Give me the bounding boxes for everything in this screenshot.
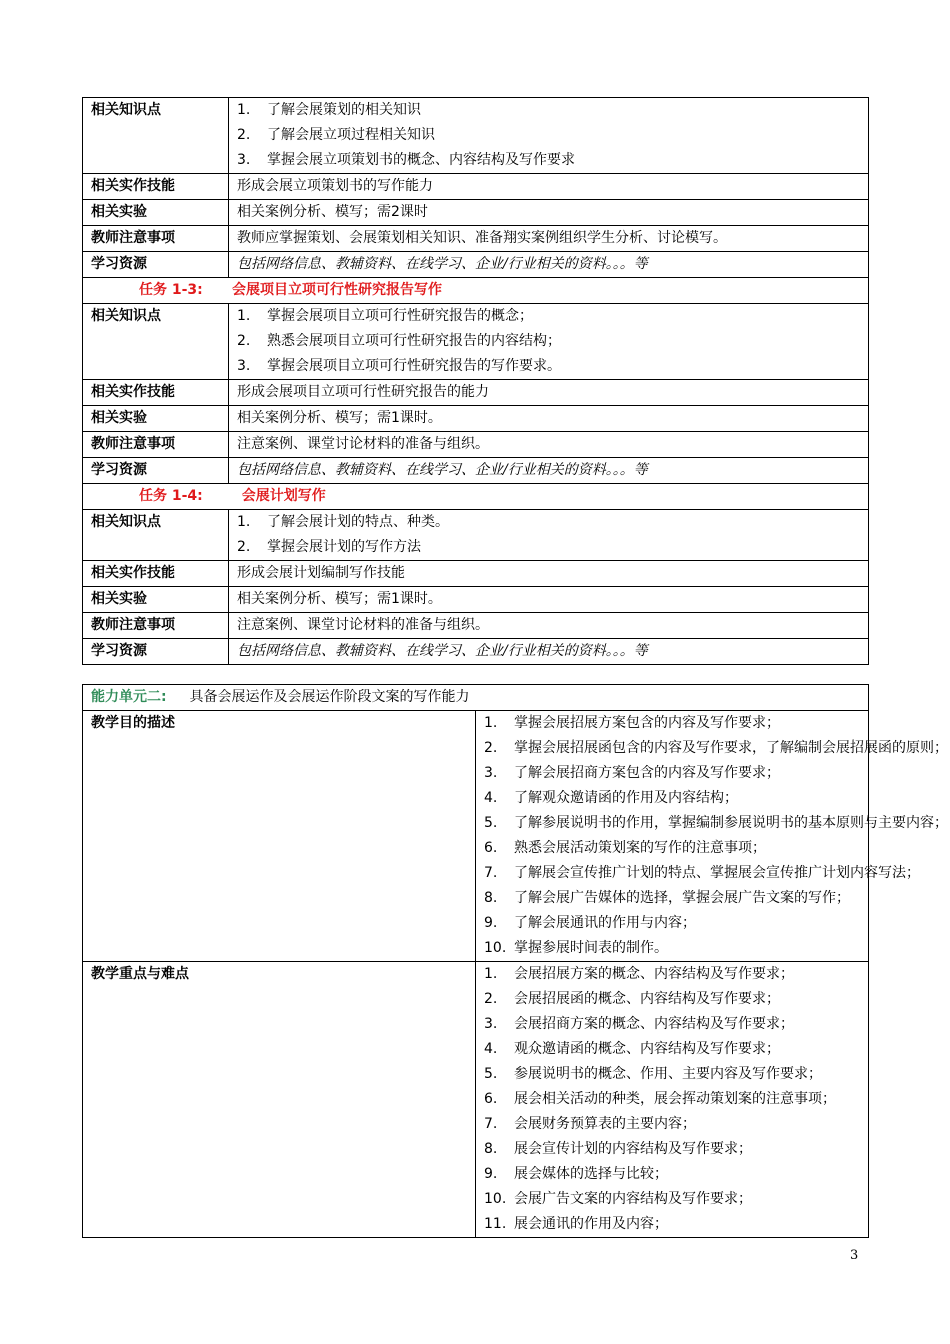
row-text: 形成会展计划编制写作技能 (237, 565, 405, 581)
row-label: 教师注意事项 (91, 230, 175, 246)
list-item (484, 1037, 868, 1062)
row-text: 注意案例、课堂讨论材料的准备与组织。 (237, 436, 489, 452)
page-number: 3 (850, 1248, 859, 1263)
row-content-cell (229, 200, 869, 226)
list-item-text: 了解会展通讯的作用与内容； (514, 915, 696, 931)
list-item-text: 熟悉会展活动策划案的写作的注意事项； (514, 840, 766, 856)
list-item-text: 参展说明书的概念、作用、主要内容及写作要求； (514, 1066, 822, 1082)
list-item-text: 了解观众邀请函的作用及内容结构； (514, 790, 738, 806)
list-item-number: 9. (484, 915, 498, 931)
row-label-cell (83, 561, 229, 587)
list-item (484, 761, 868, 786)
list-item (484, 1162, 868, 1187)
row-label: 教师注意事项 (91, 436, 175, 452)
list-item (237, 98, 868, 123)
list-item-number: 9. (484, 1166, 498, 1182)
learning-resources-text: 包括网络信息、教辅资料、在线学习、企业/行业相关的资料。。。等 (237, 462, 648, 478)
row-content-cell (229, 406, 869, 432)
row-label: 相关实作技能 (91, 384, 175, 400)
list-item (484, 962, 868, 987)
row-label-cell (83, 432, 229, 458)
table-row (83, 304, 869, 380)
list-item-text: 掌握会展招展函包含的内容及写作要求，了解编制会展招展函的原则； (514, 740, 948, 756)
table-row (83, 174, 869, 200)
task-1-3-heading-cell (83, 278, 869, 304)
list-item (484, 836, 868, 861)
row-label: 相关实作技能 (91, 565, 175, 581)
row-content-cell (229, 458, 869, 484)
unit-2-title-text: 具备会展运作及会展运作阶段文案的写作能力 (189, 689, 470, 705)
list-item-number: 4. (484, 1041, 498, 1057)
row-label-cell (83, 510, 229, 561)
teaching-objectives-content-cell (476, 711, 948, 962)
row-label: 学习资源 (91, 462, 147, 478)
table-row (83, 510, 869, 561)
row-content-cell (229, 587, 869, 613)
row-content-cell (229, 561, 869, 587)
row-content-cell (229, 226, 869, 252)
list-item-text: 掌握会展招展方案包含的内容及写作要求； (514, 715, 780, 731)
row-label-cell (83, 458, 229, 484)
list-item (484, 1062, 868, 1087)
list-item-number: 1. (237, 308, 251, 324)
row-content-cell (229, 304, 869, 380)
row-content-cell (229, 98, 869, 174)
teaching-keypoints-label-cell (83, 962, 476, 1238)
unit-2-title-label: 能力单元二: (91, 689, 167, 705)
table-row (83, 613, 869, 639)
list-item-text: 会展招展方案的概念、内容结构及写作要求； (514, 966, 794, 982)
list-item-number: 5. (484, 815, 498, 831)
row-label: 相关实验 (91, 410, 147, 426)
row-content-cell (229, 252, 869, 278)
row-label-cell (83, 252, 229, 278)
teaching-objectives-row (83, 711, 869, 962)
task-1-4-heading: 任务 1-4: 会展计划写作 (139, 488, 326, 504)
list-item-text: 掌握会展立项策划书的概念、内容结构及写作要求 (267, 152, 575, 168)
table-row (83, 380, 869, 406)
list-item (484, 886, 868, 911)
list-item (484, 711, 868, 736)
row-label-cell (83, 406, 229, 432)
teaching-objectives-label-cell (83, 711, 476, 962)
list-item-text: 会展财务预算表的主要内容； (514, 1116, 696, 1132)
task-1-4-heading-row (83, 484, 869, 510)
list-item-number: 2. (484, 740, 498, 756)
list-item-number: 2. (237, 333, 251, 349)
teaching-keypoints-row (83, 962, 869, 1238)
list-item-text: 了解会展立项过程相关知识 (267, 127, 435, 143)
row-label: 相关知识点 (91, 308, 161, 324)
list-item-number: 6. (484, 840, 498, 856)
list-item (484, 987, 868, 1012)
task-1-4-heading-cell (83, 484, 869, 510)
task-1-3-heading: 任务 1-3: 会展项目立项可行性研究报告写作 (139, 282, 443, 298)
list-item (484, 736, 948, 761)
list-item-text: 掌握会展项目立项可行性研究报告的概念； (267, 308, 533, 324)
list-item (237, 329, 868, 354)
list-item-number: 3. (237, 358, 251, 374)
table-row (83, 561, 869, 587)
row-content-cell (229, 639, 869, 665)
unit-2-title-cell (83, 685, 869, 711)
list-item-number: 5. (484, 1066, 498, 1082)
learning-resources-text: 包括网络信息、教辅资料、在线学习、企业/行业相关的资料。。。等 (237, 256, 648, 272)
row-text: 相关案例分析、模写；需1课时。 (237, 591, 442, 607)
list-item (484, 911, 868, 936)
list-item-text: 了解会展广告媒体的选择，掌握会展广告文案的写作； (514, 890, 850, 906)
list-item-text: 了解会展招商方案包含的内容及写作要求； (514, 765, 780, 781)
row-content-cell (229, 174, 869, 200)
list-item-number: 2. (237, 127, 251, 143)
row-label-cell (83, 304, 229, 380)
list-item-number: 8. (484, 890, 498, 906)
row-label-cell (83, 174, 229, 200)
list-item (484, 1212, 868, 1237)
task-1-3-heading-row (83, 278, 869, 304)
list-item-text: 展会媒体的选择与比较； (514, 1166, 668, 1182)
list-item-text: 会展招商方案的概念、内容结构及写作要求； (514, 1016, 794, 1032)
table-row (83, 226, 869, 252)
row-content-cell (229, 432, 869, 458)
list-item-number: 6. (484, 1091, 498, 1107)
row-label-cell (83, 613, 229, 639)
row-label: 相关实作技能 (91, 178, 175, 194)
list-item-text: 熟悉会展项目立项可行性研究报告的内容结构； (267, 333, 561, 349)
table-row (83, 432, 869, 458)
row-label: 相关知识点 (91, 514, 161, 530)
row-text: 注意案例、课堂讨论材料的准备与组织。 (237, 617, 489, 633)
list-item (484, 786, 868, 811)
list-item-text: 了解会展计划的特点、种类。 (267, 514, 449, 530)
row-text: 形成会展立项策划书的写作能力 (237, 178, 433, 194)
learning-resources-text: 包括网络信息、教辅资料、在线学习、企业/行业相关的资料。。。等 (237, 643, 648, 659)
row-label-cell (83, 639, 229, 665)
row-label: 相关实验 (91, 204, 147, 220)
list-item-text: 展会通讯的作用及内容； (514, 1216, 668, 1232)
list-item (237, 148, 868, 173)
unit-2-title-row (83, 685, 869, 711)
table-row (83, 200, 869, 226)
list-item-number: 2. (237, 539, 251, 555)
list-item-number: 4. (484, 790, 498, 806)
row-label-cell (83, 200, 229, 226)
list-item (484, 1137, 868, 1162)
row-label: 学习资源 (91, 643, 147, 659)
list-item-number: 3. (237, 152, 251, 168)
list-item-text: 了解会展策划的相关知识 (267, 102, 421, 118)
list-item-text: 观众邀请函的概念、内容结构及写作要求； (514, 1041, 780, 1057)
list-item-text: 会展招展函的概念、内容结构及写作要求； (514, 991, 780, 1007)
list-item-number: 1. (237, 102, 251, 118)
list-item-text: 展会宣传计划的内容结构及写作要求； (514, 1141, 752, 1157)
row-text: 教师应掌握策划、会展策划相关知识、准备翔实案例组织学生分析、讨论模写。 (237, 230, 727, 246)
list-item (484, 936, 868, 961)
row-text: 相关案例分析、模写；需2课时 (237, 204, 428, 220)
row-label-cell (83, 380, 229, 406)
teaching-objectives-label: 教学目的描述 (91, 715, 175, 731)
table-row (83, 458, 869, 484)
list-item-number: 8. (484, 1141, 498, 1157)
list-item-number: 3. (484, 765, 498, 781)
list-item-text: 掌握参展时间表的制作。 (514, 940, 668, 956)
list-item-number: 3. (484, 1016, 498, 1032)
list-item-text: 了解参展说明书的作用，掌握编制参展说明书的基本原则与主要内容； (514, 815, 948, 831)
list-item-number: 10. (484, 940, 507, 956)
list-item-text: 会展广告文案的内容结构及写作要求； (514, 1191, 752, 1207)
row-content-cell (229, 510, 869, 561)
table-row (83, 587, 869, 613)
list-item-text: 掌握会展计划的写作方法 (267, 539, 421, 555)
row-label: 相关实验 (91, 591, 147, 607)
teaching-keypoints-content-cell (476, 962, 869, 1238)
list-item (484, 1187, 868, 1212)
row-label-cell (83, 587, 229, 613)
list-item-number: 10. (484, 1191, 507, 1207)
list-item-number: 7. (484, 865, 498, 881)
row-text: 形成会展项目立项可行性研究报告的能力 (237, 384, 489, 400)
list-item (237, 535, 868, 560)
list-item-text: 展会相关活动的种类，展会挥动策划案的注意事项； (514, 1091, 836, 1107)
list-item-number: 11. (484, 1216, 507, 1232)
list-item-number: 7. (484, 1116, 498, 1132)
row-label-cell (83, 226, 229, 252)
table-row (83, 406, 869, 432)
list-item (484, 1087, 868, 1112)
course-table-unit-1 (82, 97, 869, 665)
course-table-unit-2 (82, 684, 948, 1238)
teaching-keypoints-label: 教学重点与难点 (91, 966, 189, 982)
row-content-cell (229, 613, 869, 639)
table-row (83, 252, 869, 278)
list-item-number: 1. (237, 514, 251, 530)
list-item (484, 811, 948, 836)
list-item-number: 1. (484, 715, 498, 731)
list-item (237, 510, 868, 535)
row-label: 相关知识点 (91, 102, 161, 118)
list-item-number: 2. (484, 991, 498, 1007)
row-label: 教师注意事项 (91, 617, 175, 633)
list-item (237, 304, 868, 329)
list-item (237, 354, 868, 379)
row-label: 学习资源 (91, 256, 147, 272)
list-item-text: 掌握会展项目立项可行性研究报告的写作要求。 (267, 358, 561, 374)
list-item (484, 1012, 868, 1037)
table-row (83, 639, 869, 665)
list-item-number: 1. (484, 966, 498, 982)
row-content-cell (229, 380, 869, 406)
row-label-cell (83, 98, 229, 174)
list-item-text: 了解展会宣传推广计划的特点、掌握展会宣传推广计划内容写法； (514, 865, 920, 881)
row-text: 相关案例分析、模写；需1课时。 (237, 410, 442, 426)
list-item (237, 123, 868, 148)
list-item (484, 861, 920, 886)
table-row (83, 98, 869, 174)
list-item (484, 1112, 868, 1137)
